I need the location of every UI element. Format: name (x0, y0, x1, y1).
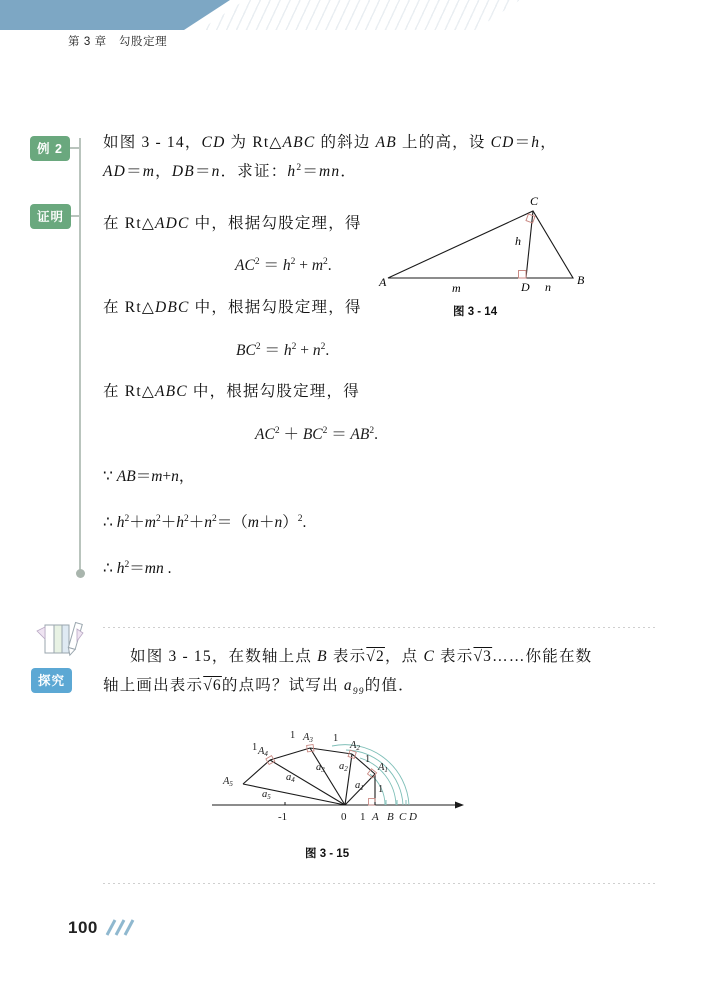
problem-line-1-text: 如图 3 - 14，CD 为 Rt△ABC 的斜边 AB 上的高，设 CD＝h， (103, 134, 557, 151)
slash-group (107, 920, 133, 935)
slashes-svg (103, 919, 137, 937)
equation-3-text: $AC^2 + BC^2 = AB^2$. (255, 425, 378, 443)
exploration-line-2 (103, 677, 415, 698)
right-angle-mark-d (519, 271, 527, 279)
leaf-right (77, 629, 83, 641)
exploration-line-2-text: 轴上画出表示√6的点吗？试写出 $a_{99}$的值． (103, 677, 415, 698)
figure-3-15-caption: 图 3 - 15 (305, 848, 350, 860)
slash-3 (125, 920, 133, 935)
badge-exploration: 探究 (31, 668, 72, 693)
spiral-hyp-a5 (243, 784, 345, 805)
label-a1: a1 (355, 780, 364, 792)
axis-label-minus1: -1 (278, 811, 288, 823)
header-stripe-band (200, 0, 520, 30)
triangle-abc-outline (388, 211, 573, 278)
problem-line-2 (103, 163, 357, 182)
right-angle-origin (369, 799, 376, 806)
page-number: 100 (68, 918, 98, 937)
exploration-line-1-text: 如图 3 - 15，在数轴上点 B 表示√2，点 C 表示√3……你能在数 (130, 648, 593, 665)
problem-line-1 (103, 134, 557, 153)
figure-3-15 (200, 712, 470, 832)
proof-equation-1 (235, 253, 332, 275)
book-spine-3 (62, 625, 69, 653)
example-rail (79, 138, 81, 575)
unit-label-3: 1 (333, 733, 339, 744)
conclusion-therefore-1-text: ∴ $h^2+m^2+h^2+n^2=(m+n)^2$. (103, 514, 307, 532)
unit-label-5: 1 (252, 742, 258, 753)
slash-1 (107, 920, 115, 935)
figure-label-m: m (452, 281, 461, 295)
label-A3: A3 (303, 732, 313, 744)
conclusion-because (103, 468, 194, 487)
spiral-hyp-a3 (310, 748, 345, 805)
label-a3: a3 (316, 762, 325, 774)
spiral-leg-4 (270, 748, 310, 760)
equation-2-text: $BC^2 = h^2 + n^2$. (236, 341, 330, 359)
chapter-title: 第 3 章 勾股定理 (68, 36, 168, 48)
axis-label-A: A (372, 811, 379, 823)
proof-equation-2 (236, 338, 329, 360)
label-A5: A5 (223, 776, 233, 788)
example-rail-end-dot (76, 569, 85, 578)
axis-number-labels (278, 811, 417, 823)
book-spine-1 (45, 625, 54, 653)
step-2-label: 在 Rt△DBC 中，根据勾股定理，得 (103, 299, 362, 316)
books-icon-svg (33, 617, 89, 661)
axis-label-0: 0 (341, 811, 347, 823)
proof-step-2-text (103, 299, 362, 318)
spiral-leg-2 (352, 754, 375, 774)
equation-1-text: $AC^2 = h^2 + m^2$. (235, 256, 332, 274)
proof-step-1-text (103, 215, 362, 234)
figure-label-A: A (379, 275, 387, 289)
book-spine-2 (54, 625, 62, 653)
proof-step-3-text (103, 383, 360, 402)
conclusion-therefore-2 (103, 560, 171, 579)
label-a2: a2 (339, 761, 348, 773)
axis-label-B: B (387, 811, 394, 823)
slash-2 (116, 920, 124, 935)
header-blue-band (0, 0, 230, 30)
figure-label-B: B (577, 273, 585, 287)
figure-3-14-caption: 图 3 - 14 (453, 306, 498, 318)
label-A1: A1 (378, 762, 388, 774)
spiral-hyp-a4 (270, 760, 345, 805)
example-tick-top (70, 147, 80, 149)
conclusion-therefore-2-text: ∴ $h^2=mn$ . (103, 560, 172, 578)
label-a5: a5 (262, 789, 271, 801)
proof-equation-3 (255, 422, 378, 444)
exploration-separator-bottom (103, 883, 656, 884)
page-header-band (0, 0, 702, 30)
unit-label-4: 1 (290, 730, 296, 741)
right-angle-mark-c (526, 214, 535, 223)
vertex-labels (222, 732, 388, 788)
badge-proof: 证明 (30, 204, 71, 229)
axis-label-C: C (399, 811, 407, 823)
unit-label-1: 1 (378, 784, 384, 795)
label-A4: A4 (258, 746, 268, 758)
axis-label-1: 1 (360, 811, 366, 823)
figure-3-14 (378, 193, 588, 313)
figure-3-15-svg (200, 712, 470, 832)
spiral-leg-3 (310, 748, 352, 754)
page-number-slashes (103, 919, 137, 937)
figure-label-h: h (515, 234, 521, 248)
figure-3-14-svg (378, 193, 588, 313)
figure-label-D: D (521, 280, 530, 294)
leaf-left (37, 627, 45, 639)
exploration-line-1 (130, 648, 592, 667)
conclusion-because-text: ∵ AB＝m+n， (103, 468, 195, 485)
unit-label-2: 1 (365, 754, 371, 765)
exploration-books-icon (33, 617, 89, 661)
label-a4: a4 (286, 772, 295, 784)
axis-label-D: D (409, 811, 417, 823)
right-angle-marks (266, 745, 377, 805)
figure-label-C: C (530, 194, 539, 208)
example-tick-proof (70, 215, 80, 217)
figure-label-n: n (545, 280, 551, 294)
axis-arrow (455, 802, 464, 809)
problem-line-2-text: AD＝m，DB＝n．求证：$h^2=mn$． (103, 163, 358, 181)
step-1-label: 在 Rt△ADC 中，根据勾股定理，得 (103, 215, 362, 232)
spiral-leg-5 (243, 760, 270, 784)
conclusion-therefore-1 (103, 514, 306, 533)
badge-example-2: 例 2 (30, 136, 70, 161)
label-A2: A2 (350, 740, 360, 752)
spiral-hyp-a2 (345, 754, 352, 805)
step-3-label: 在 Rt△ABC 中，根据勾股定理，得 (103, 383, 360, 400)
exploration-separator-top (103, 627, 656, 628)
